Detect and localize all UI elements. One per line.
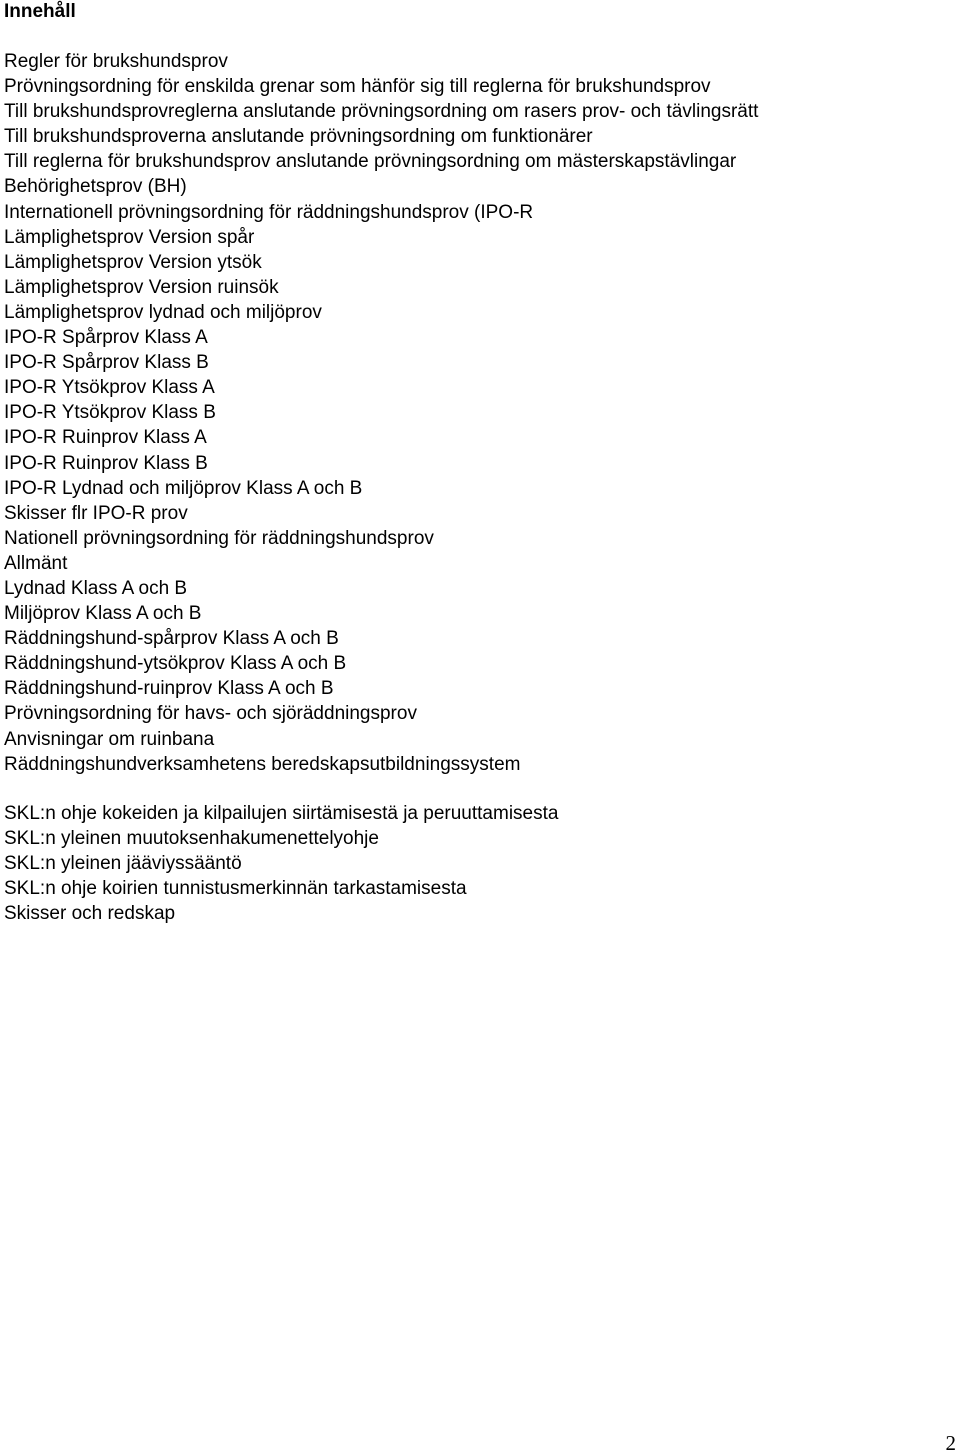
toc-entry: Räddningshundverksamhetens beredskapsutbildningssystem: [4, 753, 521, 775]
toc-entry: Lydnad Klass A och B: [4, 577, 188, 599]
toc-entry: Internationell prövningsordning för räddningshundsprov (IPO-R: [4, 201, 534, 223]
toc-entry: SKL:n ohje koirien tunnistusmerkinnän tarkastamisesta: [4, 878, 467, 900]
page-heading: Innehåll: [4, 1, 76, 22]
toc-entry: IPO-R Ytsökprov Klass A: [4, 377, 215, 399]
toc-entry: IPO-R Ruinprov Klass A: [4, 427, 207, 449]
toc-entry: Prövningsordning för enskilda grenar som hänför sig till reglerna för brukshundsprov: [4, 76, 711, 98]
toc-entry: Regler för brukshundsprov: [4, 51, 228, 72]
toc-entry: Nationell prövningsordning för räddningshundsprov: [4, 527, 434, 549]
toc-entry: Skisser flr IPO-R prov: [4, 502, 188, 524]
toc-entry: Räddningshund-ruinprov Klass A och B: [4, 678, 334, 700]
toc-entry: SKL:n yleinen jääviyssääntö: [4, 853, 242, 875]
toc-entry: Lämplighetsprov Version ytsök: [4, 251, 262, 273]
toc-entry: Behörighetsprov (BH): [4, 176, 187, 198]
toc-entry: Till brukshundsprovreglerna anslutande prövningsordning om rasers prov- och tävlingsrätt: [4, 101, 759, 123]
toc-entry: Prövningsordning för havs- och sjöräddningsprov: [4, 703, 417, 725]
toc-entry: Lämplighetsprov Version spår: [4, 226, 255, 248]
toc-entry: IPO-R Lydnad och miljöprov Klass A och B: [4, 477, 363, 499]
toc-entry: SKL:n ohje kokeiden ja kilpailujen siirtämisestä ja peruuttamisesta: [4, 803, 559, 824]
toc-list-swedish: [4, 49, 758, 777]
toc-entry: Skisser och redskap: [4, 903, 176, 925]
toc-entry: Miljöprov Klass A och B: [4, 603, 202, 625]
toc-entry: IPO-R Ruinprov Klass B: [4, 452, 208, 474]
toc-entry: Lämplighetsprov lydnad och miljöprov: [4, 301, 322, 323]
toc-entry: SKL:n yleinen muutoksenhakumenettelyohje: [4, 828, 379, 850]
toc-list-finnish: [4, 801, 558, 926]
toc-entry: IPO-R Spårprov Klass B: [4, 352, 209, 374]
toc-entry: Till brukshundsproverna anslutande prövningsordning om funktionärer: [4, 126, 593, 148]
toc-entry: Lämplighetsprov Version ruinsök: [4, 276, 279, 298]
toc-entry: Räddningshund-ytsökprov Klass A och B: [4, 653, 347, 675]
toc-entry: Allmänt: [4, 552, 68, 574]
toc-entry: Räddningshund-spårprov Klass A och B: [4, 628, 339, 650]
toc-entry: IPO-R Ytsökprov Klass B: [4, 402, 216, 424]
toc-entry: Anvisningar om ruinbana: [4, 728, 215, 750]
page-number: 2: [945, 1431, 956, 1455]
toc-entry: Till reglerna för brukshundsprov anslutande prövningsordning om mästerskapstävlingar: [4, 151, 737, 173]
toc-entry: IPO-R Spårprov Klass A: [4, 327, 208, 349]
